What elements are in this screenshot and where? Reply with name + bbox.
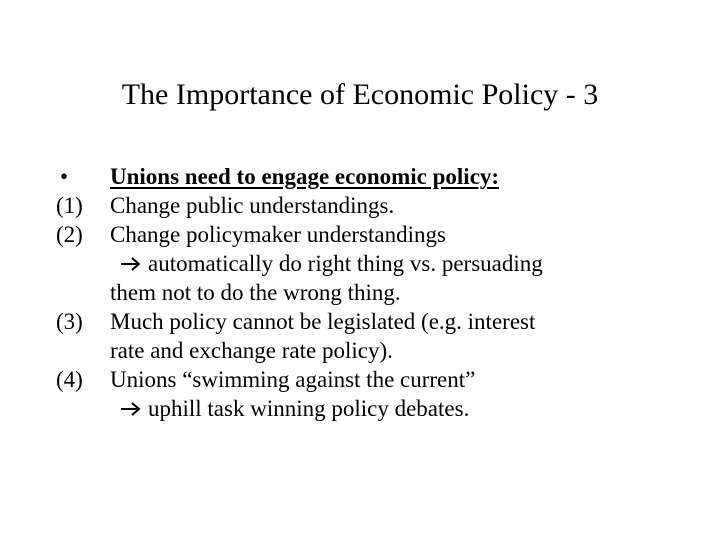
item-4-arrow-line (110, 394, 676, 423)
bullet-marker: • (60, 164, 69, 189)
item-marker-3: (3) (56, 309, 83, 334)
item-body-3 (110, 307, 676, 365)
item-body-2 (110, 220, 676, 307)
list-item-1 (56, 191, 676, 220)
item-3-line-1: Much policy cannot be legislated (e.g. interest (110, 309, 536, 334)
right-arrow-icon (120, 394, 148, 423)
item-body-4 (110, 365, 676, 423)
item-marker-1: (1) (56, 193, 83, 218)
list-heading-item (56, 162, 676, 191)
item-2-arrow-text: automatically do right thing vs. persuading (148, 251, 543, 276)
right-arrow-icon (120, 249, 148, 278)
item-4-arrow-text: uphill task winning policy debates. (148, 396, 470, 421)
bullet-list (56, 162, 676, 423)
item-2-continuation: them not to do the wrong thing. (110, 280, 401, 305)
item-1-line-1: Change public understandings. (110, 193, 395, 218)
item-4-line-1: Unions “swimming against the current” (110, 367, 476, 392)
item-marker-4: (4) (56, 367, 83, 392)
item-2-line-1: Change policymaker understandings (110, 222, 446, 247)
list-heading: Unions need to engage economic policy: (110, 164, 500, 189)
item-body-1 (110, 191, 676, 220)
item-marker-2: (2) (56, 222, 83, 247)
slide-title: The Importance of Economic Policy - 3 (121, 78, 599, 111)
list-heading-body (110, 162, 676, 191)
item-2-arrow-line (110, 249, 676, 278)
item-3-line-2: rate and exchange rate policy). (110, 338, 393, 363)
list-item-3 (56, 307, 676, 365)
list-item-4 (56, 365, 676, 423)
list-item-2 (56, 220, 676, 307)
